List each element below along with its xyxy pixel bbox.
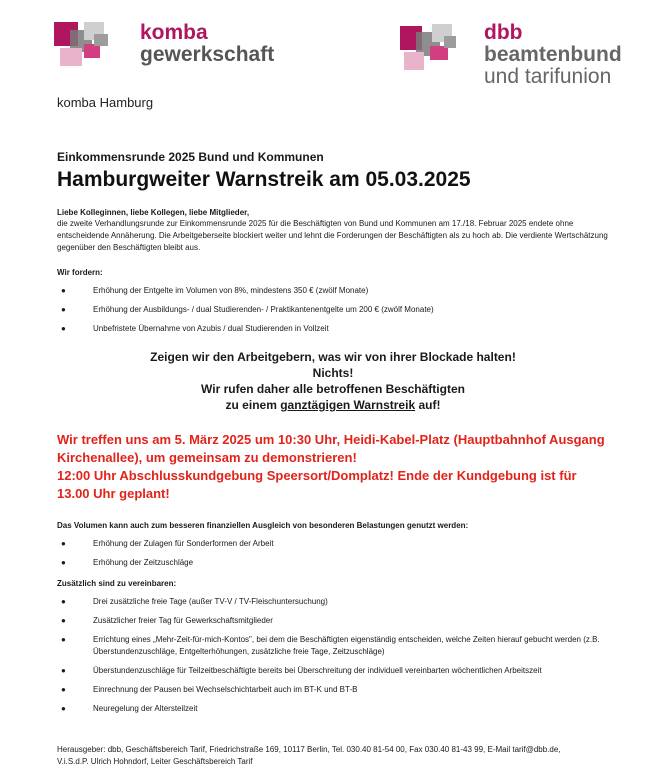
dbb-logo-line3: und tarifunion: [484, 65, 612, 88]
strike-call-line4: [57, 397, 609, 413]
demands-label: Wir fordern:: [57, 268, 103, 277]
document-body: [57, 150, 609, 722]
list-item: ● Neuregelung der Altersteilzeit: [57, 703, 609, 715]
demands-list: [57, 285, 609, 335]
list-item: ● Unbefristete Übernahme von Azubis / dual Studierenden in Vollzeit: [57, 323, 609, 335]
dbb-logo-line1: dbb: [484, 21, 523, 44]
list-item: ● Drei zusätzliche freie Tage (außer TV-V / TV-Fleischuntersuchung): [57, 596, 609, 608]
dbb-logo-mark: [400, 22, 470, 72]
strike-call-emphasis: ganztägigen Warnstreik: [280, 398, 416, 412]
meeting-announcement: [57, 431, 609, 503]
komba-logo: [54, 22, 274, 78]
list-item: ● Erhöhung der Zeitzuschläge: [57, 557, 609, 569]
strike-call-line2: Nichts!: [312, 366, 354, 380]
footer-line2: V.i.S.d.P. Ulrich Hohndorf, Leiter Geschäftsbereich Tarif: [57, 757, 253, 766]
komba-logo-mark: [54, 22, 124, 72]
footer-line1: Herausgeber: dbb, Geschäftsbereich Tarif, Friedrichstraße 169, 10117 Berlin, Tel. 030.40 81-54 00, Fax 030.40 81-43 99, E-Mail tarif@dbb.de,: [57, 745, 561, 754]
meeting-info: Wir treffen uns am 5. März 2025 um 10:30 Uhr, Heidi-Kabel-Platz (Hauptbahnhof Ausgang Kirchenallee), um gemeinsam zu demonstrieren!: [57, 432, 605, 465]
volume-label: Das Volumen kann auch zum besseren finanziellen Ausgleich von besonderen Belastungen genutzt werden:: [57, 521, 469, 530]
list-item: ● Zusätzlicher freier Tag für Gewerkschaftsmitglieder: [57, 615, 609, 627]
org-name: komba Hamburg: [57, 95, 154, 110]
list-item: ● Überstundenzuschläge für Teilzeitbeschäftigte bereits bei Überschreitung der individuell vereinbarten wöchentlichen Arbeitszeit: [57, 665, 609, 677]
footer-imprint: [57, 744, 617, 768]
list-item: ● Erhöhung der Entgelte im Volumen von 8%, mindestens 350 € (zwölf Monate): [57, 285, 609, 297]
list-item: ● Erhöhung der Zulagen für Sonderformen der Arbeit: [57, 538, 609, 550]
page-title: Hamburgweiter Warnstreik am 05.03.2025: [57, 168, 471, 191]
list-item: ● Einrechnung der Pausen bei Wechselschichtarbeit auch im BT-K und BT-B: [57, 684, 609, 696]
strike-call-line4-pre: zu einem: [225, 398, 281, 412]
rally-info: 12:00 Uhr Abschlusskundgebung Speersort/Domplatz! Ende der Kundgebung ist für 13.00 Uhr geplant!: [57, 468, 577, 501]
additional-list: [57, 596, 609, 715]
greeting: Liebe Kolleginnen, liebe Kollegen, liebe Mitglieder,: [57, 208, 250, 217]
dbb-logo-line2: beamtenbund: [484, 43, 622, 66]
komba-logo-line2: gewerkschaft: [140, 43, 275, 66]
intro-paragraph: die zweite Verhandlungsrunde zur Einkommensrunde 2025 für die Beschäftigten von Bund und Kommunen am 17./18. Februar 2025 endete ohne entscheidende Annäherung. Die Arbeitgeberseite blockiert weiter und lehnt die Forderungen der Beschäftigten als zu hoch ab. Die verdiente Wertschätzung gegenüber den Beschäftigten bleibt aus.: [57, 219, 608, 252]
volume-list: [57, 538, 609, 569]
dbb-logo: [400, 22, 630, 92]
strike-call-line4-post: auf!: [415, 398, 441, 412]
strike-call: [57, 349, 609, 413]
komba-logo-line1: komba: [140, 21, 208, 44]
list-item: ● Erhöhung der Ausbildungs- / dual Studierenden- / Praktikantenentgelte um 200 € (zwölf Monate): [57, 304, 609, 316]
kicker-heading: Einkommensrunde 2025 Bund und Kommunen: [57, 150, 324, 164]
strike-call-line3: Wir rufen daher alle betroffenen Beschäftigten: [201, 382, 465, 396]
list-item: ● Errichtung eines „Mehr-Zeit-für-mich-Kontos", bei dem die Beschäftigten eigenständig entscheiden, welche Zeiten hierauf gebucht werden (z.B. Überstundenzuschläge, Entgelterhöhungen, zusätzliche freie Tage, Zeitzuschläge): [57, 634, 609, 658]
additional-label: Zusätzlich sind zu vereinbaren:: [57, 579, 177, 588]
strike-call-line1: Zeigen wir den Arbeitgebern, was wir von ihrer Blockade halten!: [150, 350, 516, 364]
